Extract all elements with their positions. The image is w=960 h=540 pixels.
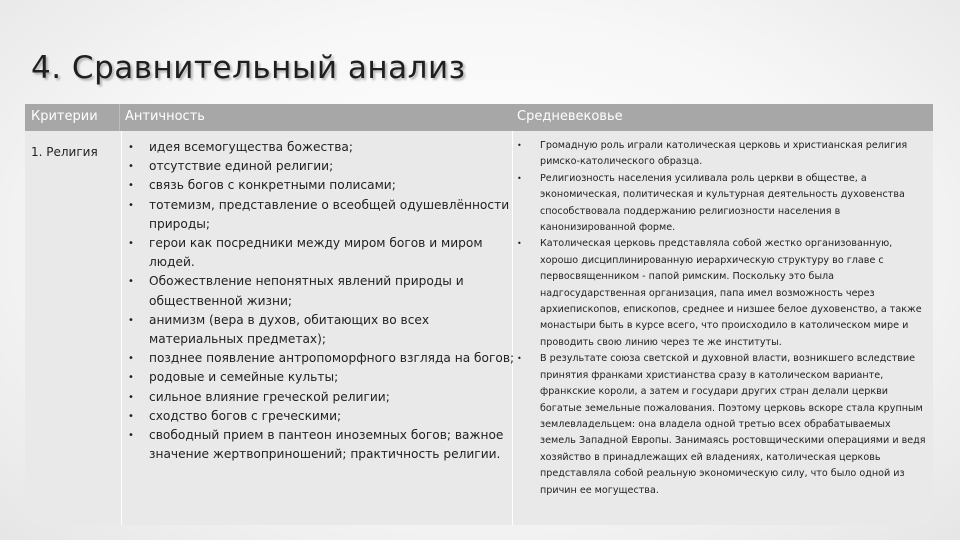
antiquity-item xyxy=(125,407,515,426)
list-item-text: анимизм (вера в духов, обитающих во всех материальных предметах); xyxy=(149,312,430,347)
list-item-text: В результате союза светской и духовной власти, возникшего вследствие принятия франками христианства сразу в католическом варианте, франкские короли, а затем и государи других стран делали церкви богатые земельные пожалования. Поэтому церковь вскоре стала крупным землевладельцем: она владела одной третью всех обрабатываемых земель Западной Европы. Занимаясь ростовщическими операциями и ведя хозяйство в принадлежащих ей владениях, католическая церковь представляла собой реальную экономическую силу, что было одной из причин ее могущества. xyxy=(540,353,926,496)
middle-ages-item xyxy=(516,171,928,237)
comparison-table xyxy=(25,104,933,525)
antiquity-item xyxy=(125,234,515,272)
list-item-text: сильное влияние греческой религии; xyxy=(149,389,390,404)
bullet-icon: • xyxy=(517,354,522,364)
bullet-icon: • xyxy=(128,430,134,442)
bullet-icon: • xyxy=(128,353,134,365)
bullet-icon: • xyxy=(128,161,134,173)
bullet-icon: • xyxy=(128,142,134,153)
list-item-text: отсутствие единой религии; xyxy=(149,159,334,174)
bullet-icon: • xyxy=(517,239,522,249)
list-item-text: Религиозность населения усиливала роль церкви в обществе, а экономическая, политическая и культурная деятельность духовенства способствовала поддержанию религиозности населения в канонизированной форме. xyxy=(540,172,905,234)
list-item-text: идея всемогущества божества; xyxy=(149,140,354,154)
header-antiquity: Античность xyxy=(125,109,205,124)
bullet-icon: • xyxy=(128,199,134,211)
antiquity-item xyxy=(125,196,515,234)
column-divider xyxy=(121,131,122,525)
header-criteria: Критерии xyxy=(31,109,98,124)
criterion-cell: 1. Религия xyxy=(31,145,98,159)
bullet-icon: • xyxy=(128,314,134,326)
list-item-text: Католическая церковь представляла собой жестко организованную, хорошо дисциплинированную иерархическую структуру во главе с первосвященником - папой римским. Поскольку это была надгосударственная организация, папа имел возможность через архиепископов, епископов, среднее и низшее белое духовенство, а также монастыри быть в курсе всего, что происходило в католическом мире и проводить свою линию через те же институты. xyxy=(540,238,922,348)
slide-title: 4. Сравнительный анализ xyxy=(31,50,466,86)
middle-ages-item xyxy=(516,351,928,499)
list-item-text: родовые и семейные культы; xyxy=(149,370,339,385)
antiquity-item xyxy=(125,388,515,407)
antiquity-item xyxy=(125,157,515,176)
list-item-text: тотемизм, представление о всеобщей одушевлённости природы; xyxy=(149,197,510,231)
header-divider xyxy=(119,104,120,131)
bullet-icon: • xyxy=(517,141,522,150)
antiquity-item xyxy=(125,138,515,157)
list-item-text: Обожествление непонятных явлений природы и общественной жизни; xyxy=(149,274,464,308)
antiquity-item xyxy=(125,368,515,387)
list-item-text: сходство богов с греческими; xyxy=(149,408,342,423)
bullet-icon: • xyxy=(128,391,134,403)
antiquity-item xyxy=(125,311,515,349)
bullet-icon: • xyxy=(128,180,134,192)
middle-ages-item xyxy=(516,236,928,351)
antiquity-list xyxy=(125,138,515,464)
table-header-row xyxy=(25,104,933,131)
header-middle-ages: Средневековье xyxy=(517,109,623,124)
antiquity-item xyxy=(125,426,515,464)
bullet-icon: • xyxy=(128,372,134,384)
list-item-text: свободный прием в пантеон иноземных богов; важное значение жертвоприношений; практичность религии. xyxy=(149,428,504,462)
list-item-text: Громадную роль играли католическая церковь и христианская религия римско-католического образца. xyxy=(540,140,908,168)
antiquity-item xyxy=(125,349,515,368)
bullet-icon: • xyxy=(128,410,134,422)
bullet-icon: • xyxy=(128,238,134,250)
middle-ages-list xyxy=(516,138,928,499)
antiquity-item xyxy=(125,176,515,195)
list-item-text: позднее появление антропоморфного взгляда на богов; xyxy=(149,351,515,366)
list-item-text: герои как посредники между миром богов и миром людей. xyxy=(149,236,483,270)
bullet-icon: • xyxy=(517,173,522,183)
list-item-text: связь богов с конкретными полисами; xyxy=(149,178,396,193)
middle-ages-item xyxy=(516,138,928,171)
antiquity-item xyxy=(125,272,515,310)
bullet-icon: • xyxy=(128,276,134,288)
